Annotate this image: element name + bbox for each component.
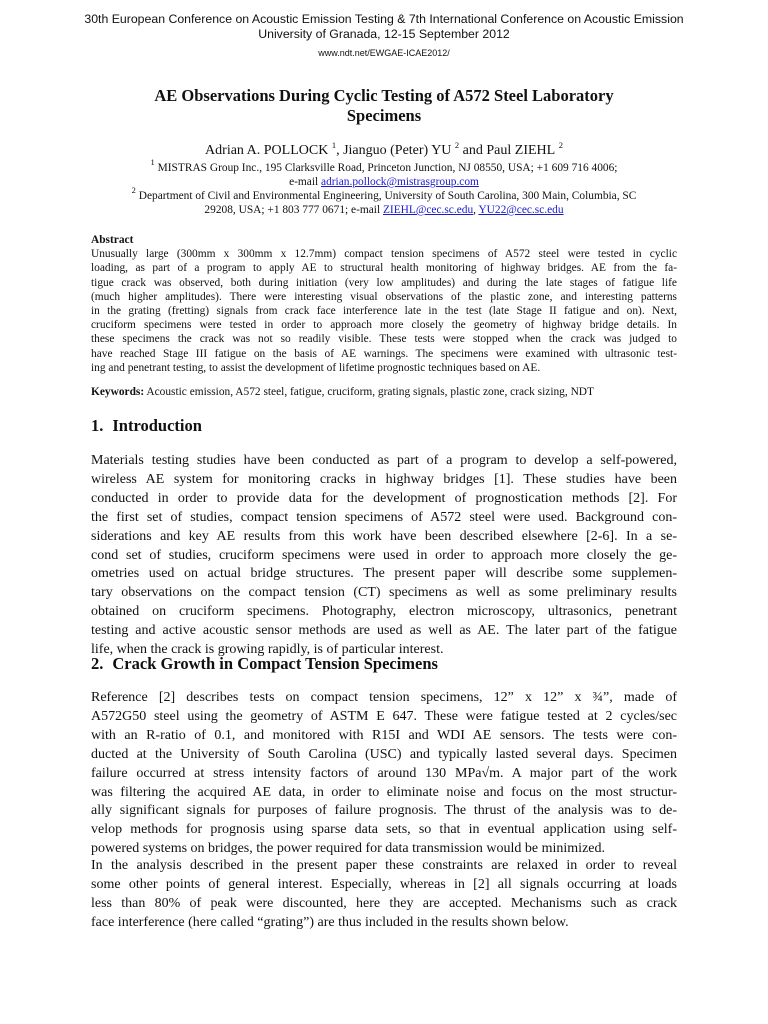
author-yu-affil: 2 (454, 140, 460, 150)
affiliation-1-email-prefix: e-mail (289, 176, 322, 188)
paper-title-line1: AE Observations During Cyclic Testing of A572 Steel Laboratory (154, 86, 614, 105)
section-2-paragraph-2 (91, 857, 677, 933)
paragraph-line: Materials testing studies have been conducted as part of a program to develop a self-powered, (91, 453, 677, 468)
author-ziehl-affil: 2 (558, 140, 563, 150)
paragraph-line: siderations and key AE results from this work have been described elsewhere [2-6]. In a se- (91, 528, 677, 544)
author-ziehl: and Paul ZIEHL (459, 143, 556, 158)
author-pollock-affil: 1 (331, 140, 337, 150)
paragraph-line: cond set of studies, cruciform specimens were used in order to approach more closely the ge- (91, 547, 677, 563)
paragraph-line: with an R-ratio of 0.1, and monitored with R15I and WDI AE sensors. The tests were con- (91, 727, 677, 743)
paragraph-line: ally significant signals for purposes of failure prognosis. The thrust of the analysis was to de- (91, 803, 677, 819)
paragraph-line: testing and active acoustic sensor methods are used as well as AE. The later part of the fatigue (91, 623, 677, 639)
abstract (91, 233, 677, 375)
author-yu: , Jianguo (Peter) YU (336, 143, 452, 158)
paragraph-line: velop methods for prognosis using sparse data sets, so that in eventual application using self- (91, 822, 677, 838)
paragraph-line: was filtering the acquired AE data, in order to eliminate noise and focus on the most structur- (91, 784, 677, 800)
paragraph-line: ometries used on actual bridge structures. The present paper will describe some supplemen- (91, 566, 677, 582)
abstract-line: (much higher amplitudes). There were interesting visual observations of the plastic zone, and interesting patterns (91, 290, 677, 303)
affiliation-1-text: MISTRAS Group Inc., 195 Clarksville Road, Princeton Junction, NJ 08550, USA; +1 609 716 4006; (154, 162, 618, 174)
keywords-label: Keywords: (91, 386, 145, 398)
abstract-heading: Abstract (91, 234, 134, 246)
affiliation-2-text: Department of Civil and Environmental Engineering, University of South Carolina, 300 Main, Columbia, SC (135, 190, 637, 202)
section-1-title: Introduction (112, 416, 202, 435)
keywords (91, 385, 677, 399)
abstract-line: have reached Stage III fatigue on the basis of AE warnings. The specimens were examined with ultrasonic test- (91, 347, 677, 360)
paper-title (100, 86, 668, 126)
abstract-line: ing and penetrant testing, to assist the development of lifetime prognostic techniques based on AE. (91, 361, 541, 374)
paper-title-line2: Specimens (346, 106, 422, 125)
section-1-heading (91, 416, 202, 436)
keywords-text: Acoustic emission, A572 steel, fatigue, cruciform, grating signals, plastic zone, crack sizing, NDT (144, 386, 594, 398)
section-2-paragraph-1 (91, 689, 677, 859)
abstract-line: in the grating (fretting) signals from crack face interference late in the test (late Stage II fatigue and on). Next, (91, 305, 677, 318)
paragraph-line: obtained on cruciform specimens. Photography, electron microscopy, ultrasonics, penetrant (91, 604, 677, 620)
paragraph-line: powered systems on bridges, the power required for data transmission would be minimized. (91, 841, 605, 857)
section-2-number: 2. (91, 654, 104, 673)
abstract-line: these specimens the crack was not so readily visible. These tests were stopped when the crack was judged to (91, 333, 677, 346)
paragraph-line: conducted in order to provide data for the development of prognostication methods [2]. For (91, 490, 677, 506)
abstract-line: tigue crack was observed, both during initiation (very low amplitudes) and during the late stages of fatigue life (91, 276, 677, 289)
paragraph-line: Reference [2] describes tests on compact tension specimens, 12” x 12” x ¾”, made of (91, 690, 677, 705)
paragraph-line: less than 80% of peak were discounted, here they are accepted. Mechanisms such as crack (91, 895, 677, 911)
abstract-line: loading, as part of a program to apply AE to structural health monitoring of highway bridges. AE from the fa- (91, 262, 677, 275)
conference-url: www.ndt.net/EWGAE-ICAE2012/ (318, 48, 450, 58)
affiliations (96, 157, 672, 217)
section-1-number: 1. (91, 416, 104, 435)
section-1-paragraph (91, 452, 677, 660)
email-separator: , (473, 204, 479, 216)
conference-name: 30th European Conference on Acoustic Emission Testing & 7th International Conference on Acoustic Emission (84, 12, 684, 26)
affiliation-1-email-line (96, 175, 672, 189)
paragraph-line: face interference (here called “grating”) are thus included in the results shown below. (91, 914, 569, 930)
abstract-line: Unusually large (300mm x 300mm x 12.7mm) compact tension specimens of A572 steel were tested in cyclic (91, 248, 677, 261)
affiliation-1 (96, 157, 672, 175)
affiliation-2 (96, 185, 672, 203)
affiliation-1-marker: 1 (150, 157, 155, 167)
paragraph-line: some other points of general interest. Especially, whereas in [2] all signals occurring at loads (91, 876, 677, 892)
affiliation-2-email-line (96, 203, 672, 217)
paragraph-line: A572G50 steel using the geometry of ASTM E 647. These were fatigue tested at 2 cycles/sec (91, 708, 677, 724)
paragraph-line: wireless AE system for monitoring cracks in highway bridges [1]. These studies have been (91, 471, 677, 487)
paragraph-line: tary observations on the compact tension (CT) specimens as well as some preliminary results (91, 585, 677, 601)
author-pollock: Adrian A. POLLOCK (205, 143, 329, 158)
paragraph-line: ducted at the University of South Carolina (USC) and typically lasted several days. Specimen (91, 746, 677, 762)
abstract-line: cruciform specimens were tested in order to approach more closely the geometry of highway bridge details. In (91, 319, 677, 332)
paragraph-line: failure occurred at stress intensity factors of around 130 MPa√m. A major part of the work (91, 765, 677, 781)
conference-venue: University of Granada, 12-15 September 2012 (258, 27, 510, 41)
abstract-body (91, 247, 677, 375)
section-2-title: Crack Growth in Compact Tension Specimens (112, 654, 438, 673)
paragraph-line: In the analysis described in the present paper these constraints are relaxed in order to reveal (91, 858, 677, 873)
section-2-heading (91, 654, 438, 674)
email-link-ziehl[interactable]: ZIEHL@cec.sc.edu (382, 204, 474, 216)
email-link-pollock[interactable]: adrian.pollock@mistrasgroup.com (321, 176, 479, 188)
paragraph-line: the first set of studies, compact tension specimens of A572 steel were used. Background con- (91, 509, 677, 525)
affiliation-2-address-end: 29208, USA; +1 803 777 0671; e-mail (204, 204, 383, 216)
conference-header (0, 12, 768, 59)
affiliation-2-marker: 2 (131, 185, 136, 195)
paragraph-line: life, when the crack is growing rapidly, is of particular interest. (91, 642, 444, 658)
author-list (80, 142, 688, 160)
email-link-yu[interactable]: YU22@cec.sc.edu (478, 204, 564, 216)
